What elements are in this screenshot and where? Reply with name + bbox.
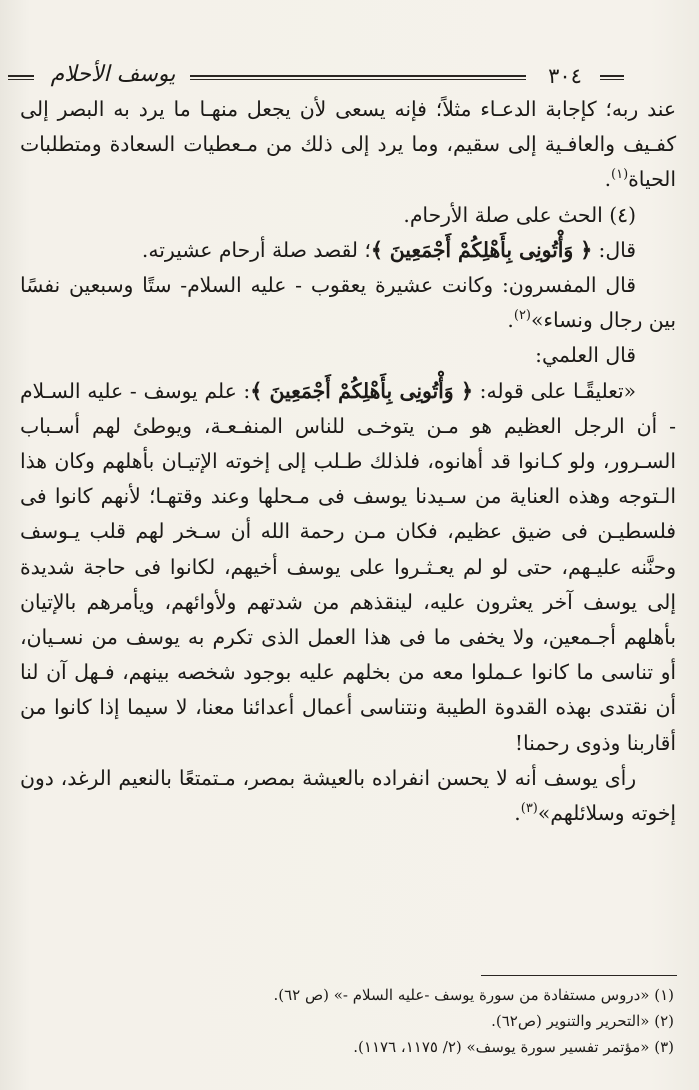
paragraph-1-text: عند ربه؛ كإجابة الدعـاء مثلاً؛ فإنه يسعى لأن يجعل منهـا ما يرد به البصر إلى كفـيف والعافـية إلى سقيم، وما يرد إلى ذلك من مـعطيات السعادة ومتطلبات الحياة: [20, 97, 676, 192]
body-text: [20, 92, 676, 831]
footnote-3: (٣) «مؤتمر تفسير سورة يوسف» (٢/ ١١٧٥، ١١٧٦).: [353, 1038, 674, 1056]
paragraph-6: [20, 374, 676, 761]
paragraph-3-post: ؛ لقصد صلة أرحام عشيرته.: [141, 237, 371, 262]
paragraph-7-end: .: [514, 801, 521, 826]
quran-verse-2: ﴿ وَأْتُونِى بِأَهْلِكُمْ أَجْمَعِينَ ﴾: [250, 378, 473, 403]
paragraph-1: عند ربه؛ كإجابة الدعـاء مثلاً؛ فإنه يسعى لأن يجعل منهـا ما يرد به البصر إلى كفـيف والعافـية إلى سقيم، وما يرد إلى ذلك من مـعطيات السعادة ومتطلبات الحياة$^{(١)}$.: [20, 97, 676, 192]
paragraph-3-pre: قال:: [592, 237, 636, 262]
paragraph-6-pre: «تعليقًـا على قوله:: [472, 378, 636, 403]
page-number: ٣٠٤: [548, 64, 582, 88]
footnotes: [22, 982, 676, 1060]
paragraph-7: [20, 761, 676, 831]
header-rule-middle: [190, 75, 526, 80]
footnote-separator: [481, 975, 677, 976]
page-header: [0, 62, 699, 90]
paragraph-5: قال العلمي:: [535, 343, 636, 368]
paragraph-4-end: .: [507, 308, 514, 333]
footnote-1: (١) «دروس مستفادة من سورة يوسف -عليه السلام -» (ص ٦٢).: [273, 986, 674, 1004]
header-rule-left: [8, 75, 34, 80]
footnote-ref-2: (٢): [513, 308, 531, 324]
paragraph-4: [20, 268, 676, 338]
quran-verse-1: ﴿ وَأْتُونِى بِأَهْلِكُمْ أَجْمَعِينَ ﴾: [370, 237, 593, 262]
running-title: يوسف الأحلام: [50, 62, 176, 87]
footnote-ref-1: (١): [611, 167, 629, 183]
header-rule-right: [600, 75, 624, 80]
section-heading: (٤) الحث على صلة الأرحام.: [403, 202, 636, 227]
paragraph-4-text: قال المفسرون: وكانت عشيرة يعقوب - عليه السلام- ستًا وسبعين نفسًا بين رجال ونساء»: [20, 273, 676, 333]
paragraph-6-post: : علم يوسف - عليه السـلام - أن الرجل العظيم هو مـن يتوخـى للناس المنفـعـة، ويوطئ لهم أسـباب السـرور، ولو كـانوا قد أهانوه، فلذلك طـلب إلى إخوته الإتيـان بأهلهم وكان هذا الـتوجه وهذه العناية من سـيدنا يوسف فى مـحلها وعند وقتهـا؛ لأنهم كانوا فى فلسطيـن فى ضيق عظيم، فكان مـن رحمة الله أن سـخر لهم قلب يـوسف وحنَّنه عليـهم، حتى لو لم يعـثـروا على يوسف أخيهم، لكانوا فى حاجة شديدة إلى يوسف آخر يعثرون عليه، لينقذهم من شدتهم ولأوائهم، ويأمرهم بالإتيان بأهلهم أجـمعين، ولا يخفى ما فى هذا العمل الذى تكرم به يوسف من نسـيان، أو تناسى ما كانوا عـملوا معه من بخلهم عليه بوجود شخصه بينهم، فـهل آن لنا أن نقتدى بهذه القدوة الطيبة ونتناسى أعمال أعدائنا معنا، لا سيما إذا كانوا من أقاربنا وذوى رحمنا!: [20, 378, 676, 755]
footnote-2: (٢) «التحرير والتنوير (ص٦٢).: [491, 1012, 674, 1030]
paragraph-7-text: رأى يوسف أنه لا يحسن انفراده بالعيشة بمصر، مـتمتعًا بالنعيم الرغد، دون إخوته وسلائلهم»: [20, 765, 676, 826]
footnote-ref-3: (٣): [520, 801, 538, 817]
paragraph-3: [20, 233, 676, 268]
